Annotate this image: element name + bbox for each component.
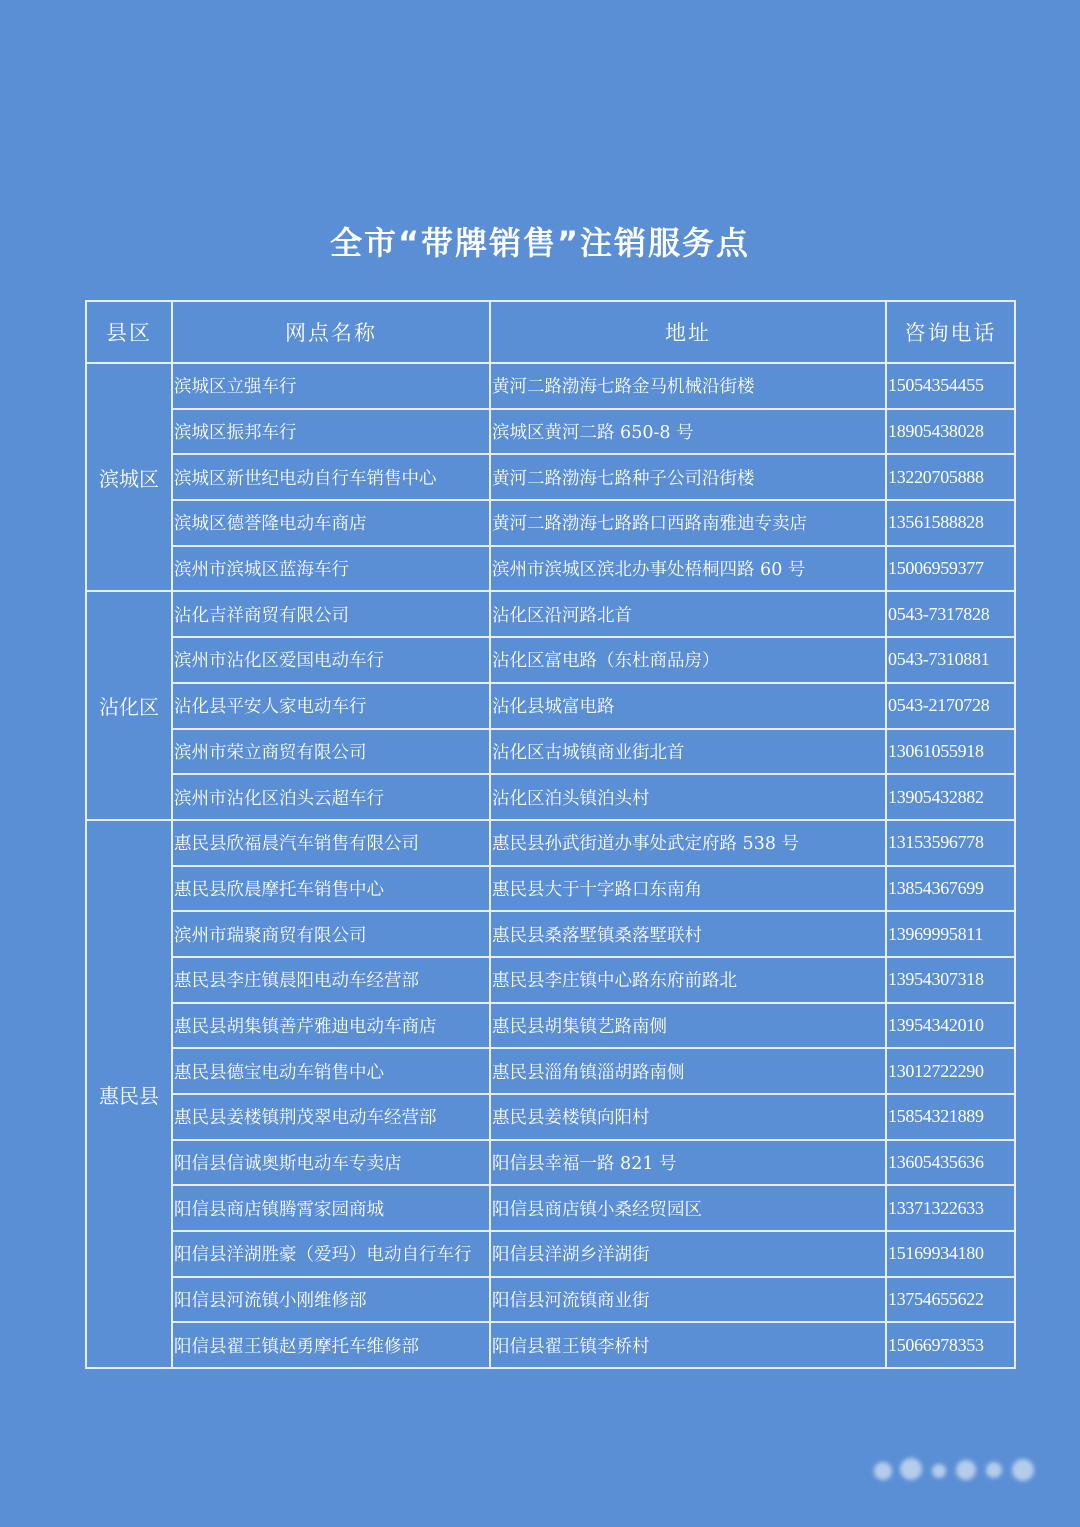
table-header-row <box>86 301 1015 363</box>
address-cell: 惠民县孙武街道办事处武定府路 538 号 <box>490 820 886 866</box>
site-name-cell: 滨城区德誉隆电动车商店 <box>172 500 490 546</box>
site-name-cell: 沾化吉祥商贸有限公司 <box>172 591 490 637</box>
site-name-cell: 滨城区立强车行 <box>172 363 490 409</box>
table-row <box>86 409 1015 455</box>
phone-cell: 13153596778 <box>886 820 1015 866</box>
phone-cell: 15854321889 <box>886 1094 1015 1140</box>
address-cell: 黄河二路渤海七路金马机械沿街楼 <box>490 363 886 409</box>
address-cell: 惠民县李庄镇中心路东府前路北 <box>490 957 886 1003</box>
phone-cell: 13371322633 <box>886 1185 1015 1231</box>
address-cell: 阳信县幸福一路 821 号 <box>490 1140 886 1186</box>
phone-cell: 15169934180 <box>886 1231 1015 1277</box>
site-name-cell: 惠民县姜楼镇荆茂翠电动车经营部 <box>172 1094 490 1140</box>
table-row <box>86 1003 1015 1049</box>
address-cell: 惠民县姜楼镇向阳村 <box>490 1094 886 1140</box>
phone-cell: 13905432882 <box>886 774 1015 820</box>
address-cell: 黄河二路渤海七路种子公司沿街楼 <box>490 454 886 500</box>
phone-cell: 15066978353 <box>886 1322 1015 1368</box>
address-cell: 阳信县洋湖乡洋湖街 <box>490 1231 886 1277</box>
table-row <box>86 1322 1015 1368</box>
header-site-name: 网点名称 <box>172 301 490 363</box>
phone-cell: 13561588828 <box>886 500 1015 546</box>
table-row <box>86 911 1015 957</box>
site-name-cell: 阳信县翟王镇赵勇摩托车维修部 <box>172 1322 490 1368</box>
header-county: 县区 <box>86 301 172 363</box>
phone-cell: 15054354455 <box>886 363 1015 409</box>
site-name-cell: 沾化县平安人家电动车行 <box>172 683 490 729</box>
address-cell: 惠民县大于十字路口东南角 <box>490 866 886 912</box>
table-row <box>86 729 1015 775</box>
address-cell: 阳信县河流镇商业街 <box>490 1277 886 1323</box>
phone-cell: 13605435636 <box>886 1140 1015 1186</box>
table-row <box>86 1048 1015 1094</box>
table-row <box>86 363 1015 409</box>
site-name-cell: 惠民县李庄镇晨阳电动车经营部 <box>172 957 490 1003</box>
phone-cell: 0543-2170728 <box>886 683 1015 729</box>
address-cell: 沾化区沿河路北首 <box>490 591 886 637</box>
phone-cell: 13969995811 <box>886 911 1015 957</box>
address-cell: 阳信县商店镇小桑经贸园区 <box>490 1185 886 1231</box>
address-cell: 沾化区富电路（东杜商品房） <box>490 637 886 683</box>
table-row <box>86 637 1015 683</box>
phone-cell: 13854367699 <box>886 866 1015 912</box>
phone-cell: 13754655622 <box>886 1277 1015 1323</box>
table-body <box>86 363 1015 1368</box>
site-name-cell: 阳信县河流镇小刚维修部 <box>172 1277 490 1323</box>
table-row <box>86 591 1015 637</box>
county-cell: 滨城区 <box>86 363 172 591</box>
page-title: 全市“带牌销售”注销服务点 <box>329 224 751 262</box>
table-row <box>86 820 1015 866</box>
watermark-logo <box>870 1456 1050 1488</box>
site-name-cell: 滨州市荣立商贸有限公司 <box>172 729 490 775</box>
phone-cell: 13954342010 <box>886 1003 1015 1049</box>
address-cell: 滨城区黄河二路 650-8 号 <box>490 409 886 455</box>
address-cell: 惠民县淄角镇淄胡路南侧 <box>490 1048 886 1094</box>
site-name-cell: 阳信县商店镇腾霄家园商城 <box>172 1185 490 1231</box>
phone-cell: 0543-7317828 <box>886 591 1015 637</box>
phone-cell: 0543-7310881 <box>886 637 1015 683</box>
site-name-cell: 滨州市沾化区泊头云超车行 <box>172 774 490 820</box>
site-name-cell: 滨城区新世纪电动自行车销售中心 <box>172 454 490 500</box>
address-cell: 沾化区古城镇商业街北首 <box>490 729 886 775</box>
address-cell: 惠民县桑落墅镇桑落墅联村 <box>490 911 886 957</box>
site-name-cell: 惠民县德宝电动车销售中心 <box>172 1048 490 1094</box>
site-name-cell: 惠民县胡集镇善芹雅迪电动车商店 <box>172 1003 490 1049</box>
table-row <box>86 1094 1015 1140</box>
site-name-cell: 滨州市瑞聚商贸有限公司 <box>172 911 490 957</box>
header-address: 地址 <box>490 301 886 363</box>
site-name-cell: 惠民县欣晨摩托车销售中心 <box>172 866 490 912</box>
phone-cell: 15006959377 <box>886 546 1015 592</box>
site-name-cell: 阳信县信诚奥斯电动车专卖店 <box>172 1140 490 1186</box>
address-cell: 沾化县城富电路 <box>490 683 886 729</box>
site-name-cell: 惠民县欣福晨汽车销售有限公司 <box>172 820 490 866</box>
table-row <box>86 546 1015 592</box>
phone-cell: 13012722290 <box>886 1048 1015 1094</box>
county-cell: 沾化区 <box>86 591 172 819</box>
phone-cell: 13061055918 <box>886 729 1015 775</box>
table-row <box>86 500 1015 546</box>
address-cell: 黄河二路渤海七路路口西路南雅迪专卖店 <box>490 500 886 546</box>
site-name-cell: 滨城区振邦车行 <box>172 409 490 455</box>
table-row <box>86 1140 1015 1186</box>
county-cell: 惠民县 <box>86 820 172 1368</box>
table-row <box>86 866 1015 912</box>
site-name-cell: 滨州市沾化区爱国电动车行 <box>172 637 490 683</box>
table-row <box>86 454 1015 500</box>
phone-cell: 13220705888 <box>886 454 1015 500</box>
site-name-cell: 阳信县洋湖胜豪（爱玛）电动自行车行 <box>172 1231 490 1277</box>
table-row <box>86 957 1015 1003</box>
table-row <box>86 1185 1015 1231</box>
address-cell: 沾化区泊头镇泊头村 <box>490 774 886 820</box>
address-cell: 滨州市滨城区滨北办事处梧桐四路 60 号 <box>490 546 886 592</box>
site-name-cell: 滨州市滨城区蓝海车行 <box>172 546 490 592</box>
phone-cell: 13954307318 <box>886 957 1015 1003</box>
phone-cell: 18905438028 <box>886 409 1015 455</box>
table-row <box>86 774 1015 820</box>
table-row <box>86 683 1015 729</box>
table-row <box>86 1277 1015 1323</box>
header-phone: 咨询电话 <box>886 301 1015 363</box>
address-cell: 惠民县胡集镇艺路南侧 <box>490 1003 886 1049</box>
service-points-table <box>85 300 1016 1369</box>
address-cell: 阳信县翟王镇李桥村 <box>490 1322 886 1368</box>
table-row <box>86 1231 1015 1277</box>
